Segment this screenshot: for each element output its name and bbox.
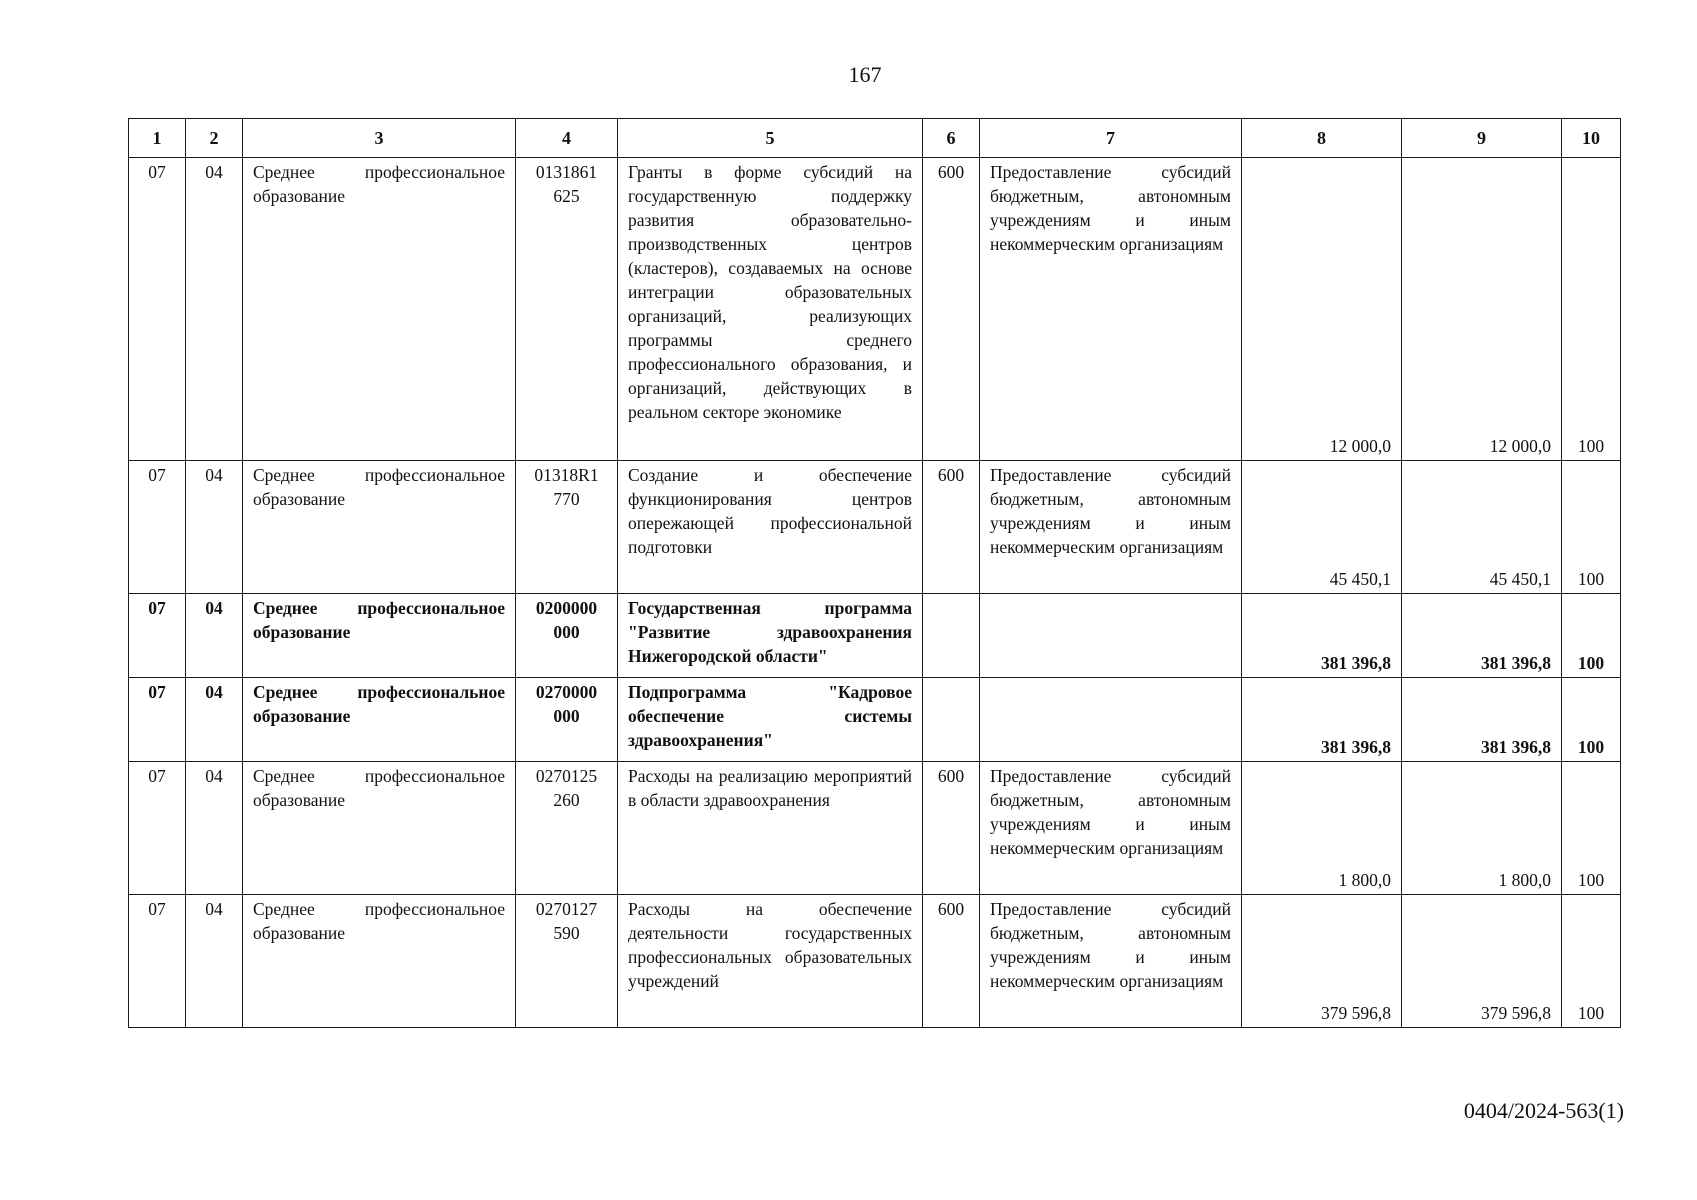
header-col-9: 9 [1402,119,1562,158]
header-col-2: 2 [186,119,243,158]
cell-percent: 100 [1562,762,1621,895]
cell-description: Расходы на обеспечение деятельности государственных профессиональных образовательных учреждений [618,895,923,1028]
header-col-7: 7 [980,119,1242,158]
cell-percent: 100 [1562,158,1621,461]
cell-section: 07 [129,594,186,678]
budget-table [128,118,1621,1028]
cell-target-code: 0270127 590 [516,895,618,1028]
cell-target-code: 0270125 260 [516,762,618,895]
table-row [129,594,1621,678]
cell-target-code: 0131861 625 [516,158,618,461]
cell-subsection: 04 [186,461,243,594]
cell-target-code: 0270000 000 [516,678,618,762]
table-row [129,762,1621,895]
cell-description: Расходы на реализацию мероприятий в области здравоохранения [618,762,923,895]
cell-target-code: 01318R1 770 [516,461,618,594]
cell-planned: 1 800,0 [1242,762,1402,895]
cell-section: 07 [129,762,186,895]
cell-section-name: Среднее профессиональное образование [243,461,516,594]
header-col-8: 8 [1242,119,1402,158]
cell-expense-type: 600 [923,895,980,1028]
cell-planned: 379 596,8 [1242,895,1402,1028]
cell-percent: 100 [1562,594,1621,678]
cell-section-name: Среднее профессиональное образование [243,594,516,678]
cell-expense-name [980,594,1242,678]
cell-description: Создание и обеспечение функционирования центров опережающей профессиональной подготовки [618,461,923,594]
cell-expense-name: Предоставление субсидий бюджетным, автономным учреждениям и иным некоммерческим организациям [980,158,1242,461]
cell-section: 07 [129,461,186,594]
table-row [129,895,1621,1028]
cell-section-name: Среднее профессиональное образование [243,762,516,895]
cell-section-name: Среднее профессиональное образование [243,678,516,762]
header-col-4: 4 [516,119,618,158]
cell-planned: 45 450,1 [1242,461,1402,594]
cell-expense-type: 600 [923,461,980,594]
cell-subsection: 04 [186,158,243,461]
cell-expense-type [923,678,980,762]
cell-expense-name: Предоставление субсидий бюджетным, автономным учреждениям и иным некоммерческим организациям [980,895,1242,1028]
cell-expense-name: Предоставление субсидий бюджетным, автономным учреждениям и иным некоммерческим организациям [980,461,1242,594]
cell-section: 07 [129,678,186,762]
header-col-5: 5 [618,119,923,158]
cell-expense-type [923,594,980,678]
cell-expense-name: Предоставление субсидий бюджетным, автономным учреждениям и иным некоммерческим организациям [980,762,1242,895]
cell-percent: 100 [1562,678,1621,762]
cell-planned: 381 396,8 [1242,678,1402,762]
cell-subsection: 04 [186,895,243,1028]
header-col-6: 6 [923,119,980,158]
header-col-1: 1 [129,119,186,158]
cell-section-name: Среднее профессиональное образование [243,895,516,1028]
table-row [129,461,1621,594]
cell-actual: 381 396,8 [1402,594,1562,678]
cell-subsection: 04 [186,678,243,762]
cell-actual: 45 450,1 [1402,461,1562,594]
cell-planned: 12 000,0 [1242,158,1402,461]
cell-description: Гранты в форме субсидий на государственную поддержку развития образовательно-производственных центров (кластеров), создаваемых на основе интеграции образовательных организаций, реализующих программы среднего профессионального образования, и организаций, действующих в реальном секторе экономике [618,158,923,461]
cell-percent: 100 [1562,461,1621,594]
cell-expense-name [980,678,1242,762]
cell-section-name: Среднее профессиональное образование [243,158,516,461]
cell-actual: 12 000,0 [1402,158,1562,461]
cell-description: Государственная программа "Развитие здравоохранения Нижегородской области" [618,594,923,678]
cell-section: 07 [129,158,186,461]
cell-subsection: 04 [186,762,243,895]
cell-target-code: 0200000 000 [516,594,618,678]
page-number: 167 [848,62,882,87]
header-row [129,119,1621,158]
cell-expense-type: 600 [923,158,980,461]
document-code: 0404/2024-563(1) [1463,1098,1624,1123]
header-col-10: 10 [1562,119,1621,158]
header-col-3: 3 [243,119,516,158]
cell-planned: 381 396,8 [1242,594,1402,678]
cell-actual: 379 596,8 [1402,895,1562,1028]
cell-section: 07 [129,895,186,1028]
cell-subsection: 04 [186,594,243,678]
table-row [129,678,1621,762]
cell-description: Подпрограмма "Кадровое обеспечение системы здравоохранения" [618,678,923,762]
cell-expense-type: 600 [923,762,980,895]
cell-percent: 100 [1562,895,1621,1028]
cell-actual: 381 396,8 [1402,678,1562,762]
table-row [129,158,1621,461]
cell-actual: 1 800,0 [1402,762,1562,895]
